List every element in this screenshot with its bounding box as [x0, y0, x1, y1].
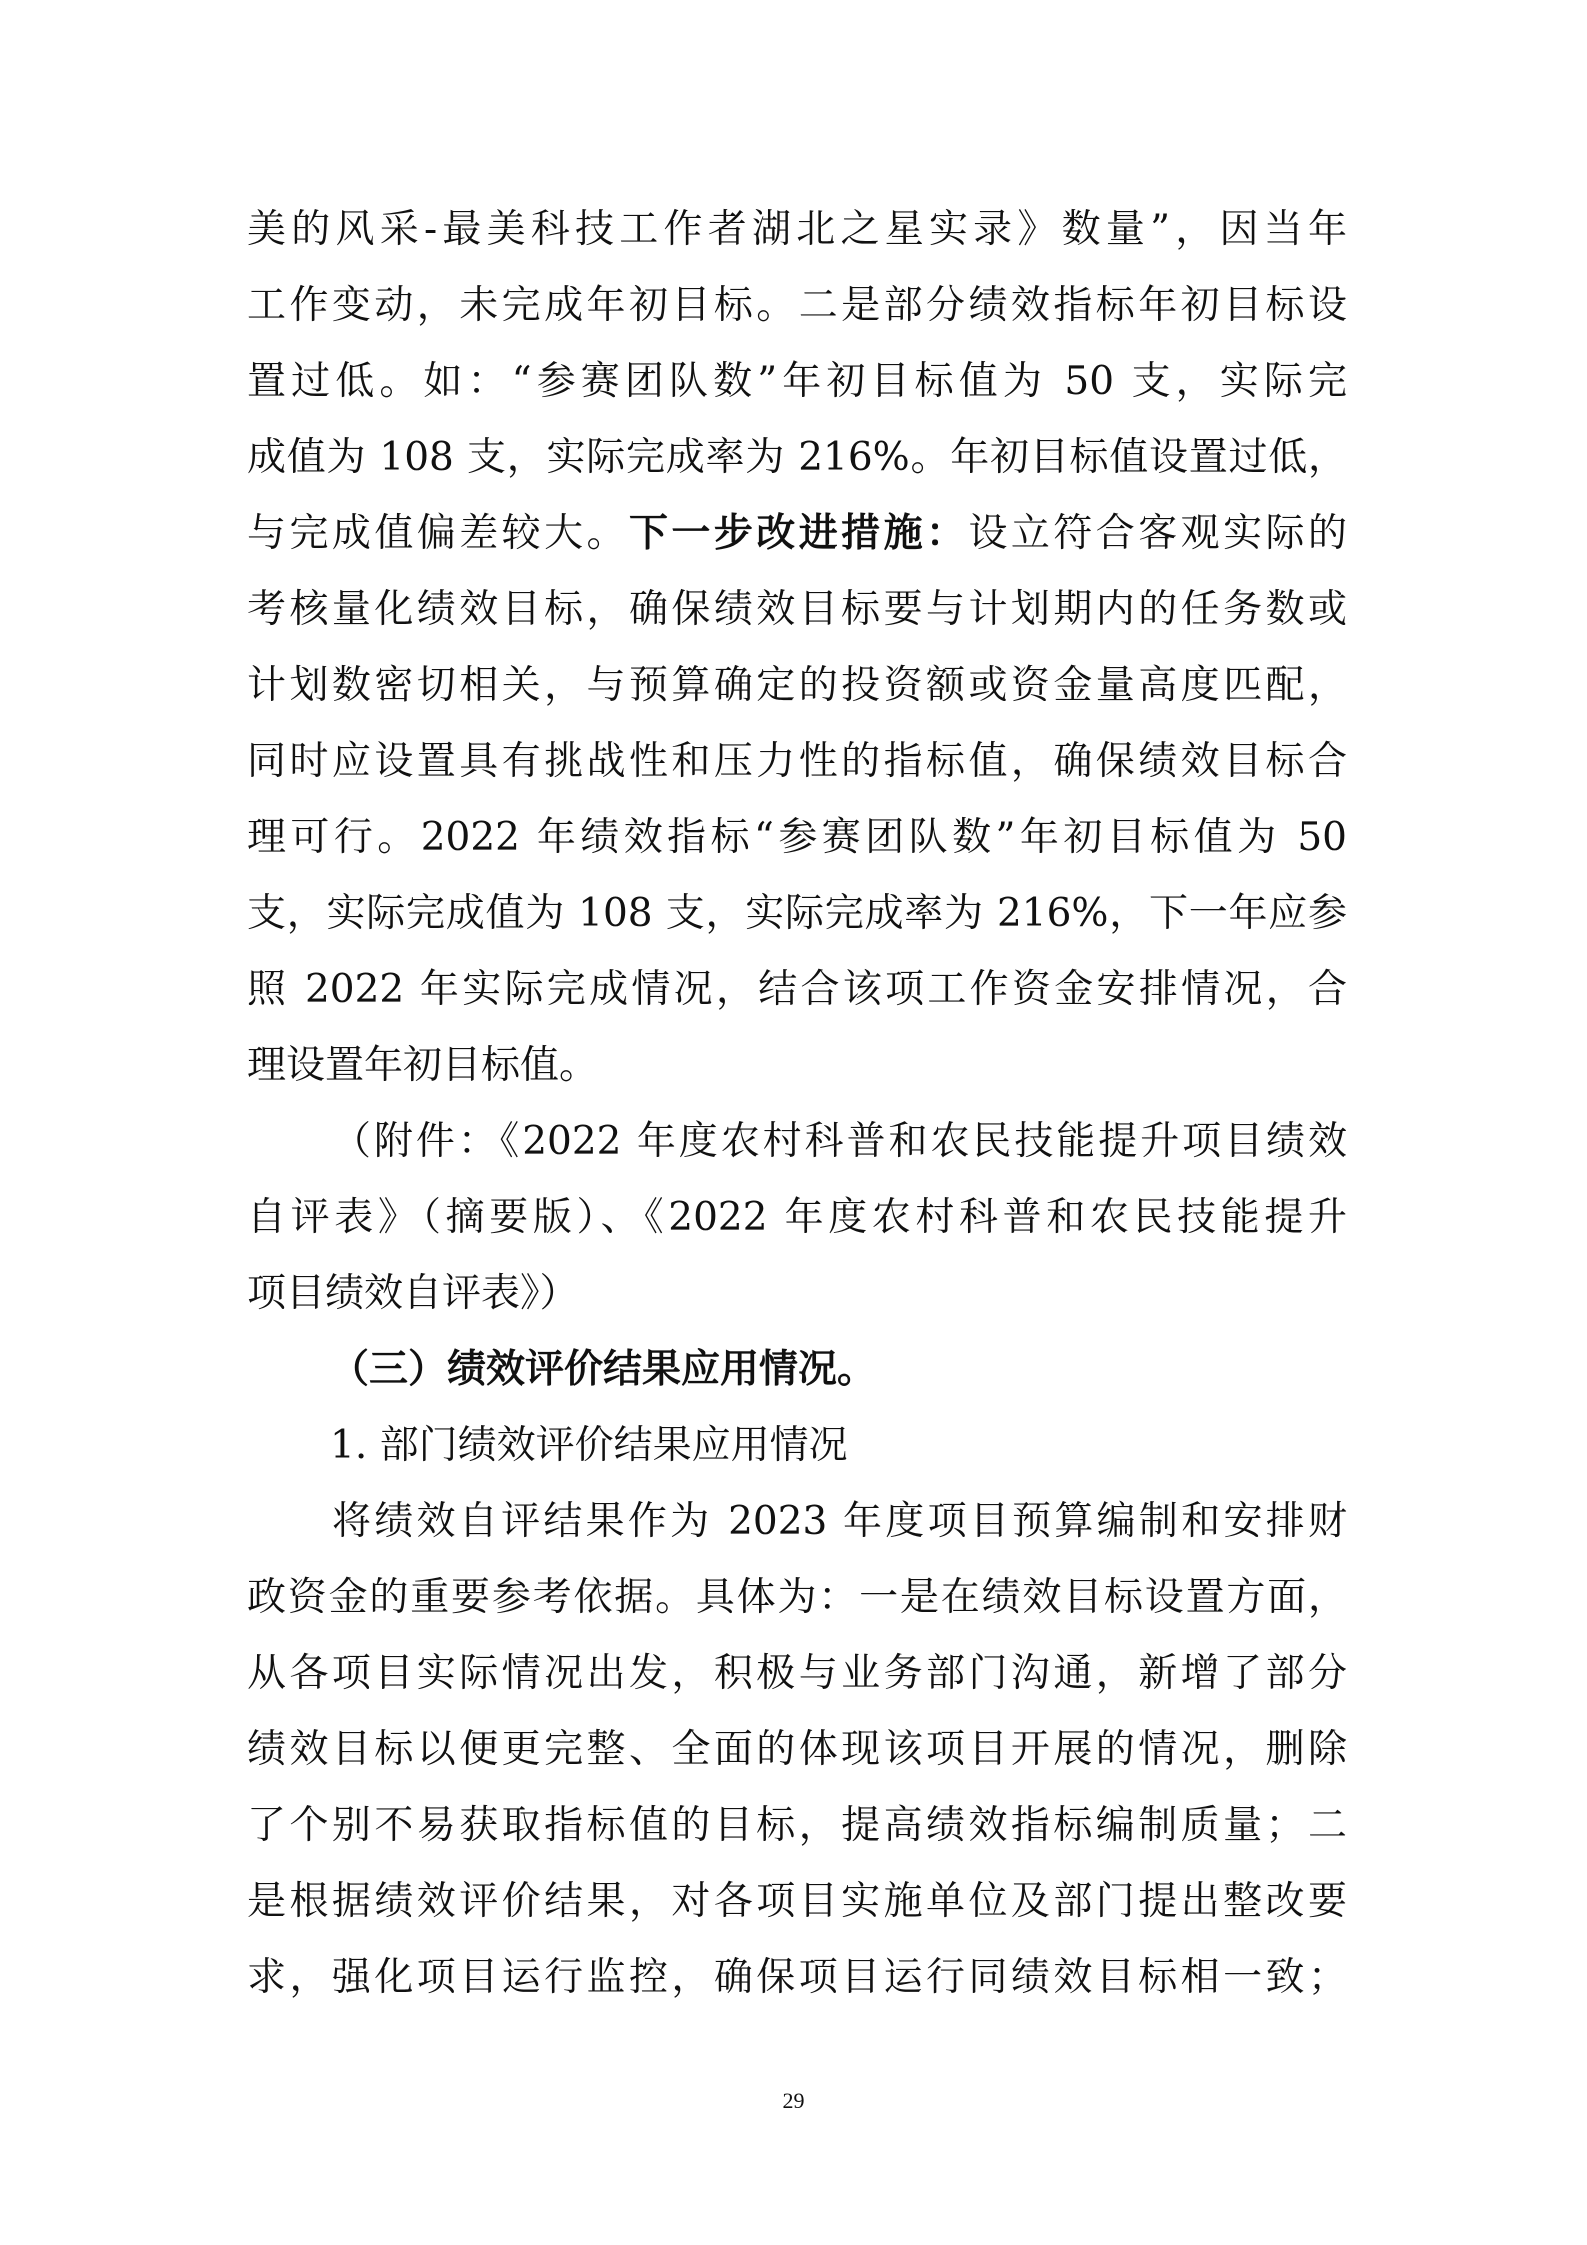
page-number: 29 — [782, 2088, 805, 2113]
section-heading: （三）绩效评价结果应用情况。 — [330, 1347, 877, 1392]
paragraph-results-application — [247, 1484, 1347, 2016]
text-line: 美的风采-最美科技工作者湖北之星实录》数量”，因当年 — [247, 207, 1347, 252]
text-run: 与完成值偏差较大。 — [247, 511, 629, 556]
text-line: 项目绩效自评表》） — [247, 1271, 579, 1316]
subsection-heading: 1. 部门绩效评价结果应用情况 — [330, 1423, 848, 1468]
text-line: 求，强化项目运行监控，确保项目运行同绩效目标相一致； — [247, 1955, 1347, 2000]
paragraph-evaluation-problems — [247, 192, 1347, 1104]
text-run: 设立符合客观实际的 — [968, 511, 1347, 556]
text-line: 从各项目实际情况出发，积极与业务部门沟通，新增了部分 — [247, 1651, 1347, 1696]
text-line: （附件：《2022 年度农村科普和农民技能提升项目绩效 — [332, 1119, 1347, 1164]
text-line: 理设置年初目标值。 — [247, 1043, 599, 1088]
improvement-measures-label: 下一步改进措施： — [628, 511, 969, 556]
text-line: 成值为 108 支，实际完成率为 216%。年初目标值设置过低， — [247, 435, 1347, 480]
text-line: 将绩效自评结果作为 2023 年度项目预算编制和安排财 — [332, 1499, 1347, 1544]
text-line: 同时应设置具有挑战性和压力性的指标值，确保绩效目标合 — [247, 739, 1347, 784]
text-line — [247, 496, 1347, 572]
text-line: 政资金的重要参考依据。具体为：一是在绩效目标设置方面， — [247, 1575, 1347, 1620]
text-line: 工作变动，未完成年初目标。二是部分绩效指标年初目标设 — [247, 283, 1347, 328]
text-line: 理可行。2022 年绩效指标“参赛团队数”年初目标值为 50 — [247, 815, 1347, 860]
text-line: 支，实际完成值为 108 支，实际完成率为 216%，下一年应参 — [247, 891, 1347, 936]
text-line: 自评表》（摘要版）、《2022 年度农村科普和农民技能提升 — [247, 1195, 1347, 1240]
text-line: 考核量化绩效目标，确保绩效目标要与计划期内的任务数或 — [247, 587, 1347, 632]
paragraph-attachment-note — [247, 1104, 1347, 1332]
text-line: 计划数密切相关，与预算确定的投资额或资金量高度匹配， — [247, 663, 1347, 708]
text-line: 了个别不易获取指标值的目标，提高绩效指标编制质量；二 — [247, 1803, 1347, 1848]
text-line: 置过低。如：“参赛团队数”年初目标值为 50 支，实际完 — [247, 359, 1347, 404]
text-line: 绩效目标以便更完整、全面的体现该项目开展的情况，删除 — [247, 1727, 1347, 1772]
text-line: 是根据绩效评价结果，对各项目实施单位及部门提出整改要 — [247, 1879, 1347, 1924]
text-line: 照 2022 年实际完成情况，结合该项工作资金安排情况，合 — [247, 967, 1347, 1012]
